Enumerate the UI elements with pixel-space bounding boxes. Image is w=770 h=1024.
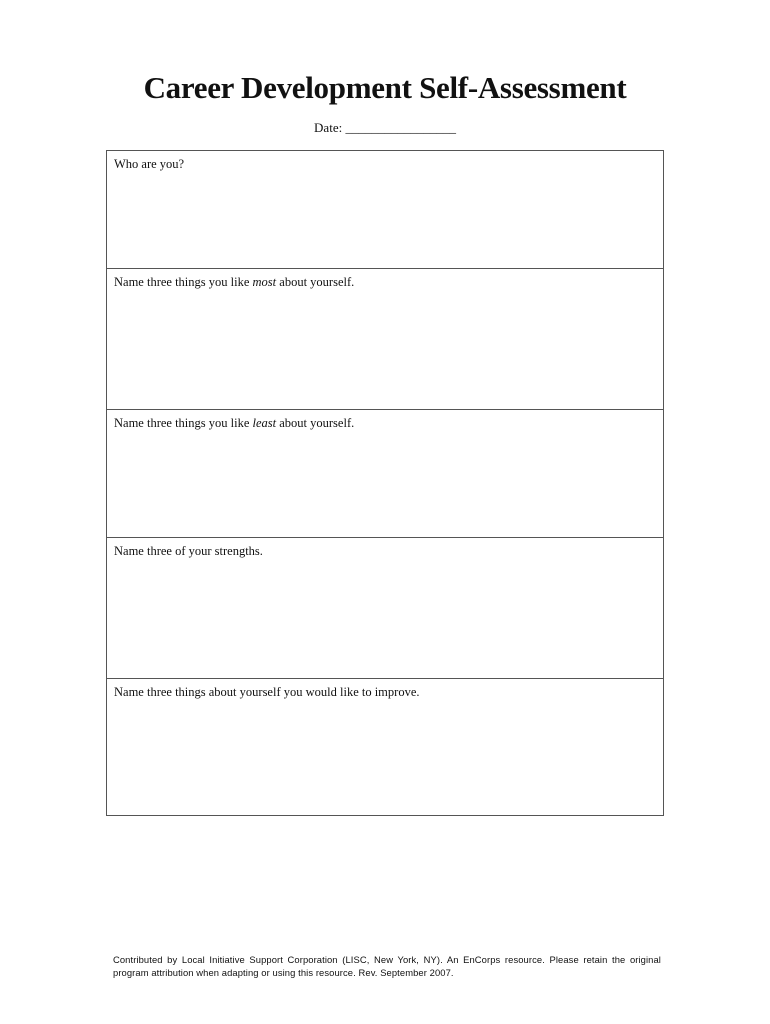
attribution-footer: Contributed by Local Initiative Support Corporation (LISC, New York, NY). An EnCorps resource. Please retain the original program attribution when adapting or using this resource. Rev. September 2007. (113, 954, 661, 978)
section-prompt: Who are you? (114, 157, 185, 171)
date-line: Date: _________________ (314, 120, 456, 135)
section-prompt-emphasis: least (252, 416, 277, 430)
section-prompt: Name three things you like (114, 275, 253, 289)
section-prompt-tail: about yourself. (276, 416, 355, 430)
section-prompt-emphasis: most (252, 275, 277, 289)
page-title: Career Development Self-Assessment (143, 70, 627, 105)
section-prompt: Name three things you like (114, 416, 253, 430)
section-like-least[interactable] (107, 410, 663, 538)
section-strengths[interactable] (107, 538, 663, 679)
section-improve[interactable] (107, 679, 663, 815)
section-prompt: Name three things about yourself you would like to improve. (114, 685, 420, 699)
section-prompt: Name three of your strengths. (114, 544, 263, 558)
section-prompt-tail: about yourself. (276, 275, 355, 289)
section-who-are-you[interactable] (107, 151, 663, 269)
assessment-form (106, 150, 664, 816)
section-like-most[interactable] (107, 269, 663, 410)
